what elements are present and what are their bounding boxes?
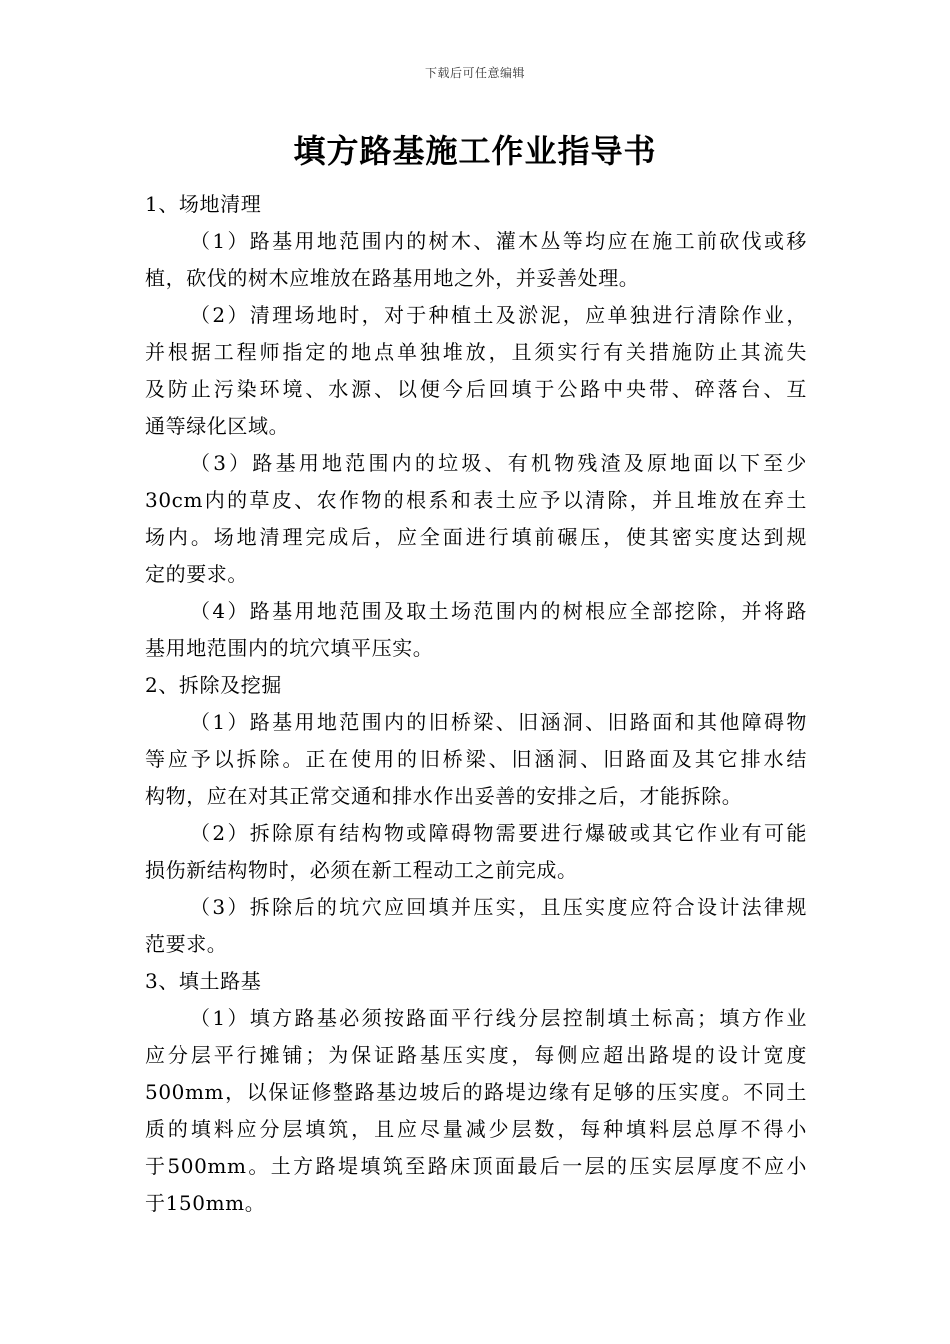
text-line: 1、场地清理 (145, 192, 262, 216)
text-line: 2、拆除及挖掘 (145, 673, 282, 697)
text-line: 质的填料应分层填筑，且应尽量减少层数，每种填料层总厚不得小 (145, 1117, 807, 1141)
document-body (145, 186, 807, 1222)
text-line: 并根据工程师指定的地点单独堆放，且须实行有关措施防止其流失 (145, 340, 807, 364)
text-line: 3、填土路基 (145, 969, 262, 993)
text-line: （2）拆除原有结构物或障碍物需要进行爆破或其它作业有可能 (190, 821, 807, 845)
text-line: 于500mm。土方路堤填筑至路床顶面最后一层的压实层厚度不应小 (145, 1154, 807, 1178)
text-line: （3）路基用地范围内的垃圾、有机物残渣及原地面以下至少 (190, 451, 807, 475)
text-line: 损伤新结构物时，必须在新工程动工之前完成。 (145, 858, 578, 882)
text-line: 30cm内的草皮、农作物的根系和表土应予以清除，并且堆放在弃土 (145, 488, 807, 512)
text-line: 通等绿化区域。 (145, 414, 290, 438)
header-note: 下载后可任意编辑 (424, 66, 525, 80)
text-line: （2）清理场地时，对于种植土及淤泥，应单独进行清除作业， (190, 303, 807, 327)
text-line: （3）拆除后的坑穴应回填并压实，且压实度应符合设计法律规 (190, 895, 807, 919)
text-line: 植，砍伐的树木应堆放在路基用地之外，并妥善处理。 (145, 266, 640, 290)
text-line: 于150mm。 (145, 1191, 266, 1215)
text-line: （4）路基用地范围及取土场范围内的树根应全部挖除，并将路 (190, 599, 807, 623)
text-line: 定的要求。 (145, 562, 248, 586)
text-line: （1）填方路基必须按路面平行线分层控制填土标高；填方作业 (190, 1006, 807, 1030)
text-line: 场内。场地清理完成后，应全面进行填前碾压，使其密实度达到规 (145, 525, 807, 549)
text-line: 范要求。 (145, 932, 228, 956)
text-line: （1）路基用地范围内的旧桥梁、旧涵洞、旧路面和其他障碍物 (190, 710, 807, 734)
text-line: 500mm，以保证修整路基边坡后的路堤边缘有足够的压实度。不同土 (145, 1080, 807, 1104)
text-line: 等应予以拆除。正在使用的旧桥梁、旧涵洞、旧路面及其它排水结 (145, 747, 807, 771)
text-line: （1）路基用地范围内的树木、灌木丛等均应在施工前砍伐或移 (190, 229, 807, 253)
text-line: 应分层平行摊铺；为保证路基压实度，每侧应超出路堤的设计宽度 (145, 1043, 807, 1067)
text-line: 基用地范围内的坑穴填平压实。 (145, 636, 434, 660)
text-line: 及防止污染环境、水源、以便今后回填于公路中央带、碎落台、互 (145, 377, 807, 401)
document-title: 填方路基施工作业指导书 (293, 132, 657, 170)
text-line: 构物，应在对其正常交通和排水作出妥善的安排之后，才能拆除。 (145, 784, 743, 808)
